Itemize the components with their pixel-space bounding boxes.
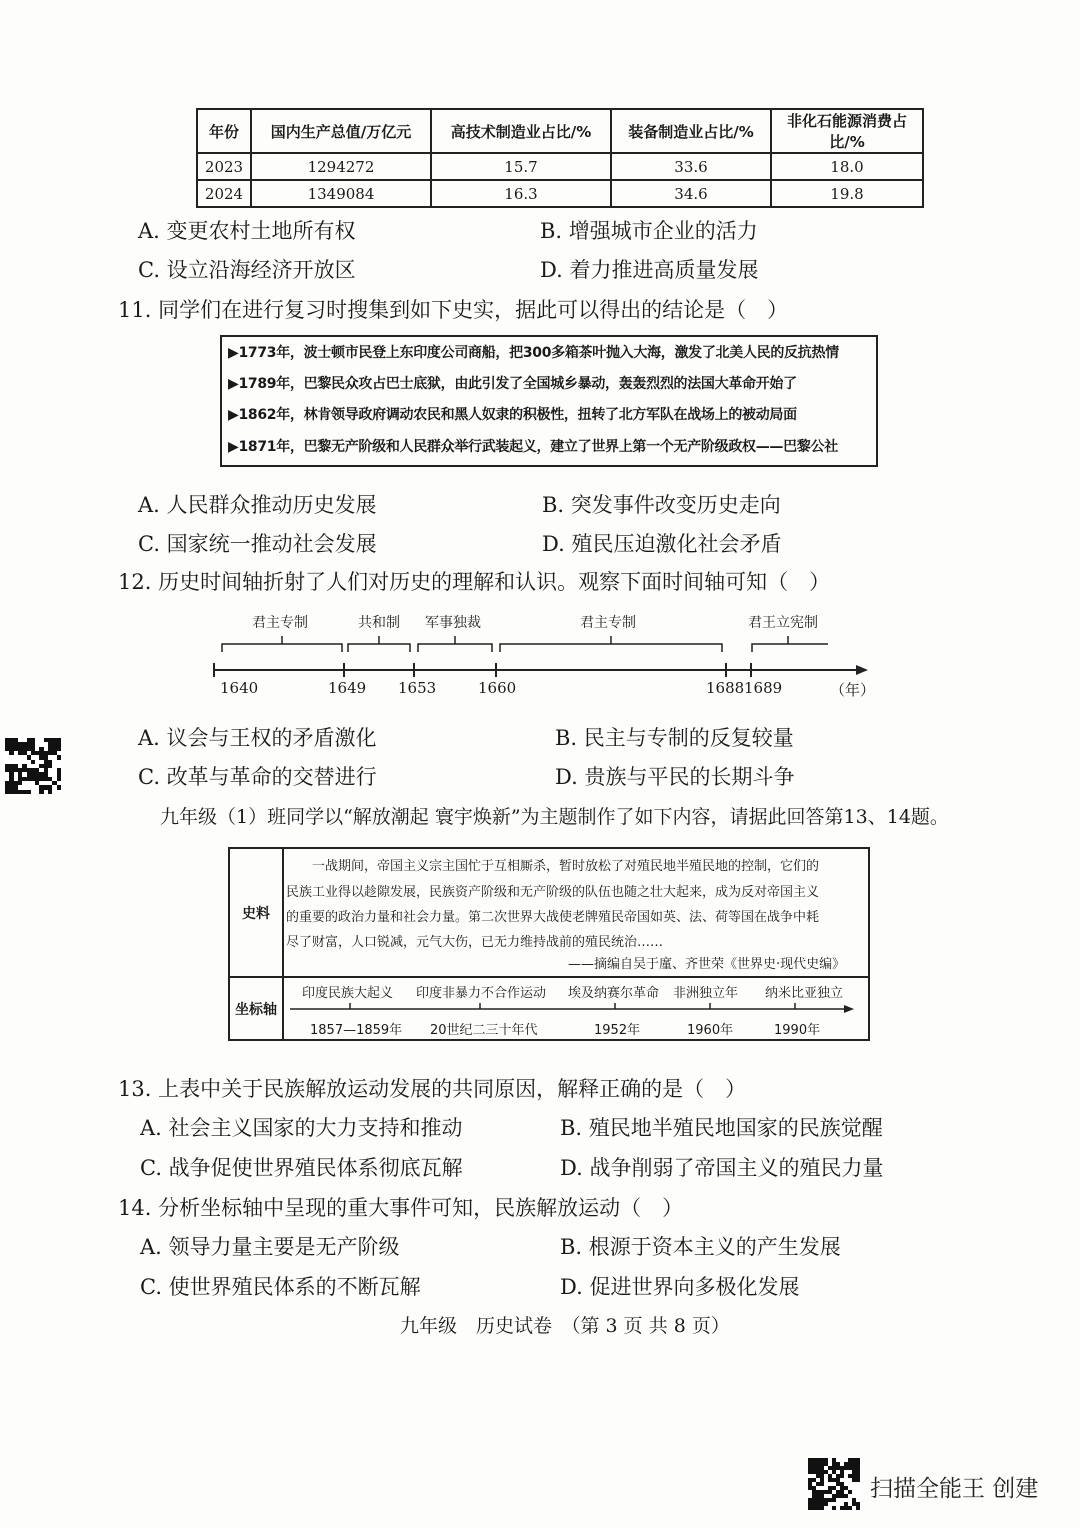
q12-option-d: D. 贵族与平民的长期斗争 [555, 765, 795, 789]
q10-option-d: D. 着力推进高质量发展 [540, 258, 759, 282]
q11-stem: 11. 同学们在进行复习时搜集到如下史实，据此可以得出的结论是（ ） [118, 298, 789, 322]
q14-option-a: A. 领导力量主要是无产阶级 [140, 1235, 400, 1259]
source-label: 史料 [242, 906, 270, 922]
timeline-period-label: 君主专制 [252, 615, 308, 631]
statistics-table [196, 108, 924, 208]
q11-option-a: A. 人民群众推动历史发展 [138, 493, 377, 517]
table-cell: 1349084 [251, 180, 431, 207]
axis-event: 非洲独立年 [673, 986, 739, 1001]
event-item: ▶1773年，波士顿市民登上东印度公司商船，把300多箱茶叶抛入大海，激发了北美人民的反抗热情 [228, 345, 839, 361]
q10-option-b: B. 增强城市企业的活力 [540, 219, 758, 243]
q11-events-box [220, 335, 878, 467]
period-bracket [500, 644, 722, 652]
table-cell: 18.0 [771, 153, 923, 180]
timeline-year: 1653 [398, 679, 437, 697]
table-cell: 16.3 [431, 180, 611, 207]
timeline-period-label: 君主专制 [580, 615, 636, 631]
q11-option-c: C. 国家统一推动社会发展 [138, 532, 377, 556]
timeline-period-label: 共和制 [358, 615, 400, 631]
event-item: ▶1789年，巴黎民众攻占巴士底狱，由此引发了全国城乡暴动，轰轰烈烈的法国大革命开始了 [228, 376, 797, 392]
qr-code-icon [808, 1458, 860, 1510]
q11-option-b: B. 突发事件改变历史走向 [542, 493, 781, 517]
coordinate-axis [290, 999, 860, 1019]
q13-stem: 13. 上表中关于民族解放运动发展的共同原因，解释正确的是（ ） [118, 1077, 747, 1101]
table-row [197, 180, 923, 207]
timeline-unit: （年） [830, 681, 876, 699]
axis-year: 1960年 [687, 1023, 734, 1038]
q14-option-b: B. 根源于资本主义的产生发展 [560, 1235, 841, 1259]
axis-event: 纳米比亚独立 [765, 986, 844, 1001]
table-cell: 34.6 [611, 180, 771, 207]
q14-stem: 14. 分析坐标轴中呈现的重大事件可知，民族解放运动（ ） [118, 1196, 684, 1220]
axis-event: 埃及纳赛尔革命 [568, 986, 660, 1001]
timeline-year: 1649 [328, 679, 367, 697]
timeline-period-label: 军事独裁 [425, 615, 481, 631]
source-citation: ——摘编自吴于廑、齐世荣《世界史·现代史编》 [568, 957, 846, 972]
q12-option-b: B. 民主与专制的反复较量 [555, 726, 794, 750]
event-item: ▶1871年，巴黎无产阶级和人民群众举行武装起义，建立了世界上第一个无产阶级政权——巴黎公社 [228, 439, 838, 455]
timeline-arrow [856, 665, 868, 675]
q12-option-a: A. 议会与王权的矛盾激化 [138, 726, 377, 750]
q12-stem: 12. 历史时间轴折射了人们对历史的理解和认识。观察下面时间轴可知（ ） [118, 570, 831, 594]
q11-option-d: D. 殖民压迫激化社会矛盾 [542, 532, 782, 556]
q13-option-b: B. 殖民地半殖民地国家的民族觉醒 [560, 1116, 883, 1140]
period-bracket [348, 644, 410, 652]
table-header-row [197, 109, 923, 153]
table-cell: 2023 [197, 153, 251, 180]
table-header: 高技术制造业占比/% [431, 109, 611, 153]
table-header: 非化石能源消费占比/% [771, 109, 923, 153]
event-item: ▶1862年，林肯领导政府调动农民和黑人奴隶的积极性，扭转了北方军队在战场上的被动局面 [228, 407, 797, 423]
table-cell: 15.7 [431, 153, 611, 180]
source-material-box [228, 847, 870, 1041]
watermark-text: 扫描全能王 创建 [870, 1476, 1039, 1502]
qr-code-icon [5, 738, 61, 794]
timeline-year: 1660 [478, 679, 517, 697]
axis-year: 1952年 [594, 1023, 641, 1038]
q13-option-c: C. 战争促使世界殖民体系彻底瓦解 [140, 1156, 463, 1180]
q13-option-d: D. 战争削弱了帝国主义的殖民力量 [560, 1156, 884, 1180]
axis-year: 20世纪二三十年代 [430, 1023, 538, 1038]
source-line: 的重要的政治力量和社会力量。第二次世界大战使老牌殖民帝国如英、法、荷等国在战争中耗 [286, 910, 820, 925]
q13-option-a: A. 社会主义国家的大力支持和推动 [140, 1116, 463, 1140]
table-header: 装备制造业占比/% [611, 109, 771, 153]
timeline-year: 1688 [706, 679, 745, 697]
timeline-year: 1640 [220, 679, 259, 697]
period-bracket [418, 644, 492, 652]
axis-year: 1990年 [774, 1023, 821, 1038]
q14-option-c: C. 使世界殖民体系的不断瓦解 [140, 1275, 421, 1299]
period-bracket [222, 644, 342, 652]
table-cell: 19.8 [771, 180, 923, 207]
axis-event: 印度民族大起义 [302, 986, 394, 1001]
page-footer: 九年级 历史试卷 （第 3 页 共 8 页） [400, 1315, 730, 1337]
section-intro: 九年级（1）班同学以“解放潮起 寰宇焕新”为主题制作了如下内容，请据此回答第13、14题。 [160, 806, 949, 828]
source-line: 民族工业得以趁隙发展，民族资产阶级和无产阶级的队伍也随之壮大起来，成为反对帝国主义 [286, 885, 820, 900]
table-header: 国内生产总值/万亿元 [251, 109, 431, 153]
table-cell: 2024 [197, 180, 251, 207]
q12-option-c: C. 改革与革命的交替进行 [138, 765, 377, 789]
axis-event: 印度非暴力不合作运动 [416, 986, 547, 1001]
axis-year: 1857—1859年 [310, 1023, 403, 1038]
source-line: 尽了财富，人口锐减，元气大伤，已无力维持战前的殖民统治…… [286, 935, 664, 950]
table-header: 年份 [197, 109, 251, 153]
timeline-period-label: 君王立宪制 [748, 615, 818, 631]
table-cell: 33.6 [611, 153, 771, 180]
table-cell: 1294272 [251, 153, 431, 180]
axis-label: 坐标轴 [235, 1002, 277, 1018]
period-bracket [752, 644, 828, 652]
table-row [197, 153, 923, 180]
source-line: 一战期间，帝国主义宗主国忙于互相厮杀，暂时放松了对殖民地半殖民地的控制，它们的 [286, 859, 820, 874]
timeline-year: 1689 [744, 679, 783, 697]
q14-option-d: D. 促进世界向多极化发展 [560, 1275, 800, 1299]
q10-option-a: A. 变更农村土地所有权 [138, 219, 356, 243]
q10-option-c: C. 设立沿海经济开放区 [138, 258, 356, 282]
